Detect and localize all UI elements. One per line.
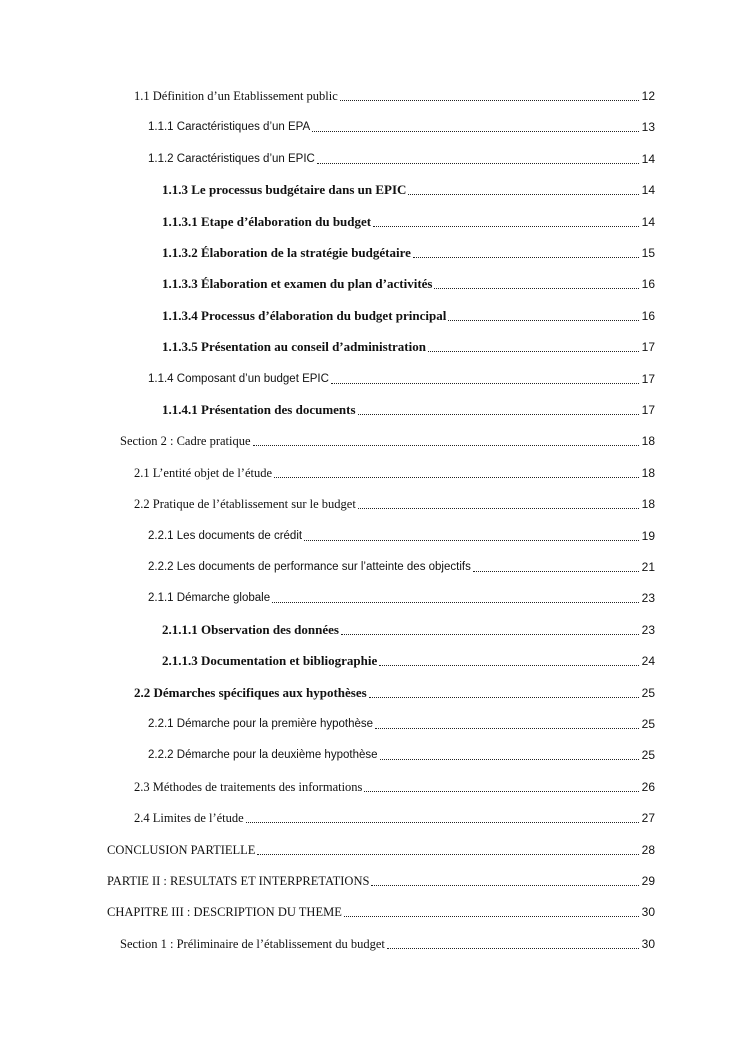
toc-leader-dots [304, 530, 639, 541]
toc-page-number: 18 [641, 434, 655, 449]
toc-entry-label: 2.2.1 Démarche pour la première hypothèse [148, 718, 374, 730]
toc-page-number: 17 [641, 371, 655, 386]
toc-leader-dots [341, 624, 639, 635]
toc-entry[interactable] [134, 84, 655, 104]
toc-leader-dots [358, 404, 639, 415]
toc-page-number: 17 [641, 340, 655, 355]
toc-page-number: 25 [641, 685, 655, 700]
toc-page-number: 19 [641, 528, 655, 543]
toc-leader-dots [434, 278, 639, 289]
toc-leader-dots [375, 718, 639, 729]
toc-entry-label: 2.3 Méthodes de traitements des informations [134, 779, 363, 794]
toc-leader-dots [473, 561, 639, 572]
toc-page-number: 25 [641, 748, 655, 763]
toc-leader-dots [380, 749, 639, 760]
toc-entry-label: 1.1.3.5 Présentation au conseil d’administration [162, 339, 426, 355]
toc-entry[interactable] [134, 461, 655, 481]
toc-page-number: 13 [641, 120, 655, 135]
toc-leader-dots [317, 153, 639, 164]
toc-leader-dots [331, 373, 639, 384]
toc-entry-label: CONCLUSION PARTIELLE [107, 842, 256, 857]
toc-entry-label: 1.1.1 Caractéristiques d’un EPA [148, 121, 311, 134]
toc-page-number: 17 [641, 403, 655, 417]
toc-entry[interactable] [120, 429, 655, 449]
toc-entry-label: 2.2.1 Les documents de crédit [148, 529, 303, 542]
toc-entry[interactable] [162, 398, 655, 418]
toc-entry-label: Section 2 : Cadre pratique [120, 434, 251, 449]
toc-entry-label: 1.1.3.1 Etape d’élaboration du budget [162, 213, 372, 229]
toc-page-number: 16 [641, 277, 655, 292]
toc-entry-label: 1.1.3.2 Élaboration de la stratégie budgétaire [162, 245, 411, 260]
toc-entry-label: 1.1.4 Composant d’un budget EPIC [148, 372, 329, 385]
toc-entry[interactable] [148, 524, 655, 544]
toc-entry-label: 2.2.2 Les documents de performance sur l’atteinte des objectifs [148, 561, 471, 573]
toc-entry-label: PARTIE II : RESULTATS ET INTERPRETATIONS [107, 874, 370, 888]
toc-entry[interactable] [162, 649, 655, 669]
toc-leader-dots [344, 906, 639, 917]
toc-entry[interactable] [134, 492, 655, 512]
toc-entry[interactable] [148, 712, 655, 732]
toc-leader-dots [274, 467, 639, 478]
toc-entry-label: 1.1.2 Caractéristiques d’un EPIC [148, 152, 315, 165]
toc-page-number: 14 [641, 151, 655, 166]
toc-leader-dots [387, 938, 639, 949]
toc-leader-dots [272, 592, 639, 603]
toc-page-number: 26 [641, 779, 655, 794]
toc-entry[interactable] [107, 900, 655, 920]
toc-page-number: 24 [641, 654, 655, 669]
toc-entry[interactable] [162, 241, 655, 261]
toc-entry[interactable] [120, 932, 655, 952]
toc-entry[interactable] [107, 838, 655, 858]
toc-entry[interactable] [148, 115, 655, 135]
toc-entry[interactable] [148, 147, 655, 167]
toc-leader-dots [428, 341, 639, 352]
toc-page-number: 23 [641, 622, 655, 637]
toc-page-number: 30 [641, 905, 655, 920]
toc-page-number: 18 [641, 465, 655, 480]
toc-entry[interactable] [148, 367, 655, 387]
toc-page-number: 15 [641, 246, 655, 260]
toc-leader-dots [246, 812, 639, 823]
toc-entry-label: 2.1.1.3 Documentation et bibliographie [162, 653, 378, 669]
toc-entry-label: 2.2 Démarches spécifiques aux hypothèses [134, 684, 367, 700]
toc-entry-label: 2.1.1 Démarche globale [148, 592, 271, 605]
toc-leader-dots [413, 247, 639, 258]
toc-leader-dots [373, 216, 639, 227]
toc-entry[interactable] [134, 681, 655, 701]
toc-entry[interactable] [134, 775, 655, 795]
toc-entry-label: 2.1 L’entité objet de l’étude [134, 465, 273, 480]
toc-page-number: 27 [641, 811, 655, 826]
toc-entry-label: 2.2 Pratique de l’établissement sur le budget [134, 497, 356, 512]
toc-entry-label: CHAPITRE III : DESCRIPTION DU THEME [107, 905, 342, 920]
toc-leader-dots [448, 310, 639, 321]
toc-entry-label: 1.1 Définition d’un Etablissement public [134, 89, 338, 103]
toc-entry-label: 2.2.2 Démarche pour la deuxième hypothèse [148, 749, 378, 762]
toc-entry-label: 1.1.3.4 Processus d’élaboration du budget principal [162, 307, 447, 323]
toc-page-number: 29 [641, 874, 655, 888]
toc-entry-label: 1.1.3 Le processus budgétaire dans un EPIC [162, 182, 407, 198]
toc-page-number: 25 [641, 717, 655, 731]
toc-leader-dots [379, 655, 639, 666]
toc-entry[interactable] [162, 618, 655, 638]
toc-leader-dots [340, 90, 639, 101]
toc-leader-dots [364, 781, 639, 792]
toc-leader-dots [408, 184, 639, 195]
toc-leader-dots [369, 687, 639, 698]
toc-entry[interactable] [107, 869, 655, 889]
toc-entry[interactable] [162, 178, 655, 198]
toc-page-number: 30 [641, 936, 655, 951]
toc-entry[interactable] [134, 806, 655, 826]
toc-entry-label: 1.1.3.3 Élaboration et examen du plan d’activités [162, 276, 433, 292]
toc-leader-dots [312, 121, 639, 132]
toc-leader-dots [358, 498, 639, 509]
toc-entry-label: 2.4 Limites de l’étude [134, 811, 244, 826]
toc-page-number: 23 [641, 591, 655, 606]
toc-page-number: 21 [641, 560, 655, 574]
toc-entry[interactable] [148, 743, 655, 763]
toc-entry-label: 2.1.1.1 Observation des données [162, 621, 339, 637]
toc-leader-dots [257, 844, 639, 855]
toc-page-number: 18 [641, 497, 655, 512]
toc-entry-label: Section 1 : Préliminaire de l’établissement du budget [120, 936, 385, 951]
toc-entry[interactable] [162, 304, 655, 324]
toc-entry[interactable] [162, 335, 655, 355]
toc-leader-dots [371, 875, 639, 886]
toc-entry-label: 1.1.4.1 Présentation des documents [162, 402, 356, 417]
toc-page-number: 14 [641, 214, 655, 229]
toc-page-number: 12 [641, 89, 655, 103]
toc-page-number: 16 [641, 308, 655, 323]
toc-entry[interactable] [148, 555, 655, 575]
toc-page-number: 14 [641, 183, 655, 198]
toc-entry[interactable] [162, 210, 655, 230]
toc-page-number: 28 [641, 842, 655, 857]
toc-entry[interactable] [148, 586, 655, 606]
toc-entry[interactable] [162, 272, 655, 292]
toc-leader-dots [253, 435, 639, 446]
